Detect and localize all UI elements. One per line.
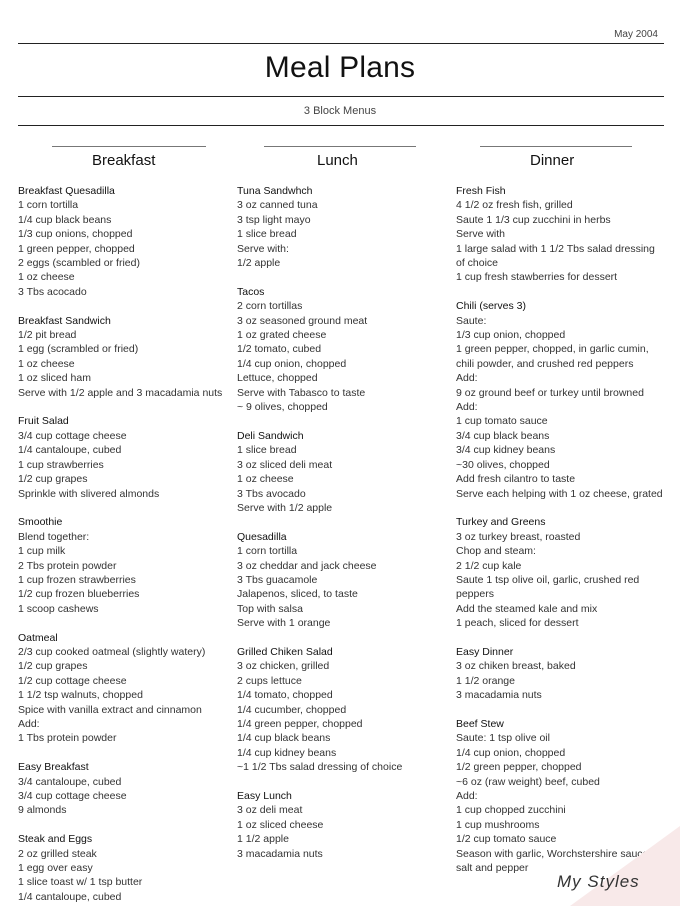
ingredient-line: 3 oz chiken breast, baked bbox=[456, 660, 576, 673]
ingredient-line: 3 macadamia nuts bbox=[456, 689, 542, 702]
ingredient-line: 3/4 cantaloupe, cubed bbox=[18, 775, 122, 788]
ingredient-line: 1/4 cup black beans bbox=[18, 213, 112, 226]
meal-block bbox=[456, 299, 671, 501]
ingredient-line: Add fresh cilantro to taste bbox=[456, 473, 576, 486]
ingredient-line: 1/2 green pepper, chopped bbox=[456, 761, 582, 774]
title-divider bbox=[18, 96, 664, 97]
ingredient-line: 1 oz cheese bbox=[237, 473, 294, 486]
ingredient-line: 1 cup tomato sauce bbox=[456, 415, 548, 428]
ingredient-line: 3/4 cup cottage cheese bbox=[18, 429, 127, 442]
ingredient-line: 1/3 cup onion, chopped bbox=[456, 329, 566, 342]
ingredient-line: 1/2 cup grapes bbox=[18, 473, 88, 486]
meal-block bbox=[456, 184, 671, 285]
meal-list bbox=[237, 184, 449, 875]
meal-block bbox=[18, 832, 230, 904]
ingredient-line: 3 oz chicken, grilled bbox=[237, 660, 330, 673]
ingredient-line: 1/4 cup onion, chopped bbox=[456, 746, 566, 759]
ingredient-line: 1 scoop cashews bbox=[18, 602, 99, 615]
ingredient-line: Serve with 1 orange bbox=[237, 617, 331, 630]
column-heading: Dinner bbox=[530, 152, 575, 169]
meal-block bbox=[237, 184, 449, 270]
watermark-text: My Styles bbox=[557, 872, 640, 891]
ingredient-line: 3 oz deli meat bbox=[237, 804, 303, 817]
ingredient-line: 1/4 cup onion, chopped bbox=[237, 357, 347, 370]
ingredient-line: 3 oz canned tuna bbox=[237, 199, 318, 212]
ingredient-line: of choice bbox=[456, 257, 499, 270]
ingredient-line: 1 cup fresh stawberries for dessert bbox=[456, 271, 618, 284]
ingredient-line: 1 oz sliced ham bbox=[18, 372, 91, 385]
ingredient-line: 2 Tbs protein powder bbox=[18, 559, 117, 572]
ingredient-line: 3 oz seasoned ground meat bbox=[237, 314, 368, 327]
ingredient-line: 3 oz cheddar and jack cheese bbox=[237, 559, 377, 572]
ingredient-line: 1/2 apple bbox=[237, 257, 281, 270]
ingredient-line: 1/4 green pepper, chopped bbox=[237, 717, 363, 730]
column-header bbox=[237, 146, 449, 176]
ingredient-line: 1 cup mushrooms bbox=[456, 818, 540, 831]
ingredient-line: salt and pepper bbox=[456, 862, 529, 875]
document-date: May 2004 bbox=[614, 29, 658, 40]
meal-title: Deli Sandwich bbox=[237, 429, 304, 442]
ingredient-line: 3 Tbs acocado bbox=[18, 285, 87, 298]
ingredient-line: 1/4 cucumber, chopped bbox=[237, 703, 347, 716]
ingredient-line: Saute 1 tsp olive oil, garlic, crushed red bbox=[456, 573, 640, 586]
ingredient-line: 3 Tbs avocado bbox=[237, 487, 306, 500]
meal-title: Easy Breakfast bbox=[18, 761, 89, 774]
ingredient-line: Season with garlic, Worchstershire sauce, bbox=[456, 847, 652, 860]
ingredient-line: Add the steamed kale and mix bbox=[456, 602, 598, 615]
column-heading: Breakfast bbox=[92, 152, 156, 169]
meal-block bbox=[456, 515, 671, 630]
ingredient-line: Serve with bbox=[456, 228, 506, 241]
meal-title: Tacos bbox=[237, 285, 265, 298]
ingredient-line: 3/4 cup kidney beans bbox=[456, 444, 556, 457]
ingredient-line: 1 corn tortilla bbox=[18, 199, 79, 212]
ingredient-line: 1 slice toast w/ 1 tsp butter bbox=[18, 876, 143, 889]
meal-title: Smoothie bbox=[18, 516, 63, 529]
ingredient-line: Serve with 1/2 apple bbox=[237, 501, 333, 514]
ingredient-line: 1/2 cup frozen blueberries bbox=[18, 588, 140, 601]
ingredient-line: 1/2 tomato, cubed bbox=[237, 343, 322, 356]
ingredient-line: Saute: bbox=[456, 314, 487, 327]
ingredient-line: 2 1/2 cup kale bbox=[456, 559, 522, 572]
ingredient-line: 1/2 pit bread bbox=[18, 329, 77, 342]
meal-title: Quesadilla bbox=[237, 530, 287, 543]
ingredient-line: 1/2 cup grapes bbox=[18, 660, 88, 673]
ingredient-line: 2 eggs (scambled or fried) bbox=[18, 257, 140, 270]
meal-block bbox=[18, 515, 230, 616]
ingredient-line: 1 oz sliced cheese bbox=[237, 818, 324, 831]
meal-block bbox=[18, 631, 230, 746]
ingredient-line: Lettuce, chopped bbox=[237, 372, 318, 385]
meal-block bbox=[18, 414, 230, 500]
ingredient-line: 3/4 cup black beans bbox=[456, 429, 550, 442]
ingredient-line: Blend together: bbox=[18, 530, 90, 543]
ingredient-line: 1 peach, sliced for dessert bbox=[456, 617, 579, 630]
ingredient-line: 1/3 cup onions, chopped bbox=[18, 228, 133, 241]
meal-title: Easy Lunch bbox=[237, 789, 292, 802]
ingredient-line: Serve with Tabasco to taste bbox=[237, 386, 366, 399]
ingredient-line: Add: bbox=[456, 372, 478, 385]
meal-list bbox=[456, 184, 671, 890]
meal-block bbox=[237, 645, 449, 775]
meal-list bbox=[18, 184, 230, 919]
ingredient-line: 1 large salad with 1 1/2 Tbs salad dressing bbox=[456, 242, 655, 255]
corner-decoration bbox=[570, 826, 680, 906]
meal-block bbox=[18, 760, 230, 818]
ingredient-line: Serve with 1/2 apple and 3 macadamia nuts bbox=[18, 386, 223, 399]
ingredient-line: Sprinkle with slivered almonds bbox=[18, 487, 160, 500]
ingredient-line: Add: bbox=[456, 790, 478, 802]
ingredient-line: 1 cup frozen strawberries bbox=[18, 573, 136, 586]
ingredient-line: Saute: 1 tsp olive oil bbox=[456, 732, 550, 745]
meal-block bbox=[18, 314, 230, 400]
ingredient-line: 2 corn tortillas bbox=[237, 300, 303, 313]
ingredient-line: 1 cup milk bbox=[18, 545, 66, 558]
column-header bbox=[456, 146, 671, 176]
meal-title: Chili (serves 3) bbox=[456, 300, 527, 313]
ingredient-line: 1/4 cup black beans bbox=[237, 732, 331, 745]
ingredient-line: peppers bbox=[456, 588, 494, 601]
ingredient-line: 1/4 cup kidney beans bbox=[237, 746, 337, 759]
ingredient-line: Top with salsa bbox=[237, 602, 303, 615]
ingredient-line: 3/4 cup cottage cheese bbox=[18, 789, 127, 802]
meal-title: Turkey and Greens bbox=[456, 516, 546, 529]
meal-title: Breakfast Sandwich bbox=[18, 314, 111, 327]
meal-title: Tuna Sandwhch bbox=[237, 185, 313, 197]
ingredient-line: chili powder, and crushed red peppers bbox=[456, 357, 634, 370]
ingredient-line: 1/2 cup tomato sauce bbox=[456, 833, 557, 846]
ingredient-line: 1 slice bread bbox=[237, 444, 297, 457]
ingredient-line: 1 oz cheese bbox=[18, 271, 75, 284]
ingredient-line: 3 macadamia nuts bbox=[237, 847, 323, 860]
ingredient-line: 1 1/2 orange bbox=[456, 674, 515, 687]
ingredient-line: 1/4 cantaloupe, cubed bbox=[18, 444, 122, 457]
ingredient-line: 1 Tbs protein powder bbox=[18, 732, 117, 745]
ingredient-line: Spice with vanilla extract and cinnamon bbox=[18, 703, 202, 716]
ingredient-line: 1/4 tomato, chopped bbox=[237, 689, 333, 702]
breakfast-column bbox=[18, 146, 230, 903]
ingredient-line: 3 tsp light mayo bbox=[237, 213, 311, 226]
ingredient-line: 1 green pepper, chopped bbox=[18, 242, 135, 255]
ingredient-line: Serve each helping with 1 oz cheese, grated bbox=[456, 487, 663, 500]
meal-title: Grilled Chiken Salad bbox=[237, 645, 333, 658]
meal-title: Fruit Salad bbox=[18, 415, 69, 428]
ingredient-line: Add: bbox=[18, 717, 40, 730]
meal-block bbox=[237, 285, 449, 415]
subtitle-divider bbox=[18, 125, 664, 126]
ingredient-line: 3 oz sliced deli meat bbox=[237, 458, 333, 471]
ingredient-line: ~ 9 olives, chopped bbox=[237, 401, 328, 414]
ingredient-line: 1 corn tortilla bbox=[237, 545, 298, 558]
meal-block bbox=[237, 429, 449, 515]
meal-title: Beef Stew bbox=[456, 717, 504, 730]
ingredient-line: ~30 olives, chopped bbox=[456, 458, 550, 471]
column-header-rule bbox=[480, 146, 632, 147]
ingredient-line: Serve with: bbox=[237, 242, 289, 255]
ingredient-line: 4 1/2 oz fresh fish, grilled bbox=[456, 199, 573, 212]
ingredient-line: 2 oz grilled steak bbox=[18, 847, 97, 860]
ingredient-line: 1/4 cantaloupe, cubed bbox=[18, 890, 122, 903]
column-header-rule bbox=[264, 146, 416, 147]
ingredient-line: 9 oz ground beef or turkey until browned bbox=[456, 386, 644, 399]
ingredient-line: ~6 oz (raw weight) beef, cubed bbox=[456, 775, 600, 788]
ingredient-line: 1 cup chopped zucchini bbox=[456, 804, 566, 817]
ingredient-line: 3 Tbs guacamole bbox=[237, 573, 318, 586]
ingredient-line: 9 almonds bbox=[18, 804, 67, 817]
ingredient-line: 1 1/2 tsp walnuts, chopped bbox=[18, 689, 143, 702]
ingredient-line: 1/2 cup cottage cheese bbox=[18, 674, 127, 687]
dinner-column bbox=[456, 146, 671, 875]
ingredient-line: 1 oz cheese bbox=[18, 357, 75, 370]
meal-title: Fresh Fish bbox=[456, 185, 506, 197]
ingredient-line: Add: bbox=[456, 401, 478, 414]
ingredient-line: 2 cups lettuce bbox=[237, 674, 302, 687]
ingredient-line: Jalapenos, sliced, to taste bbox=[237, 588, 358, 601]
ingredient-line: 2/3 cup cooked oatmeal (slightly watery) bbox=[18, 645, 206, 658]
column-heading: Lunch bbox=[317, 152, 358, 169]
ingredient-line: ~1 1/2 Tbs salad dressing of choice bbox=[237, 761, 403, 774]
ingredient-line: Chop and steam: bbox=[456, 545, 536, 558]
meal-title: Breakfast Quesadilla bbox=[18, 185, 115, 197]
top-divider bbox=[18, 43, 664, 44]
column-header-rule bbox=[52, 146, 206, 147]
ingredient-line: 3 oz turkey breast, roasted bbox=[456, 530, 581, 543]
ingredient-line: 1 cup strawberries bbox=[18, 458, 104, 471]
meal-block bbox=[456, 645, 671, 703]
ingredient-line: 1 oz grated cheese bbox=[237, 329, 327, 342]
meal-block bbox=[237, 530, 449, 631]
ingredient-line: 1 egg (scrambled or fried) bbox=[18, 343, 139, 356]
ingredient-line: 1 1/2 apple bbox=[237, 833, 289, 846]
meal-block bbox=[237, 789, 449, 861]
ingredient-line: Saute 1 1/3 cup zucchini in herbs bbox=[456, 213, 611, 226]
ingredient-line: 1 green pepper, chopped, in garlic cumin, bbox=[456, 343, 649, 356]
lunch-column bbox=[237, 146, 449, 860]
ingredient-line: 1 egg over easy bbox=[18, 862, 93, 874]
ingredient-line: 1 slice bread bbox=[237, 228, 297, 241]
meal-title: Oatmeal bbox=[18, 631, 58, 644]
column-header bbox=[18, 146, 230, 176]
meal-block bbox=[18, 184, 230, 299]
meal-title: Steak and Eggs bbox=[18, 833, 93, 846]
page-subtitle: 3 Block Menus bbox=[303, 105, 377, 117]
meal-title: Easy Dinner bbox=[456, 645, 514, 658]
page-title: Meal Plans bbox=[264, 51, 416, 84]
